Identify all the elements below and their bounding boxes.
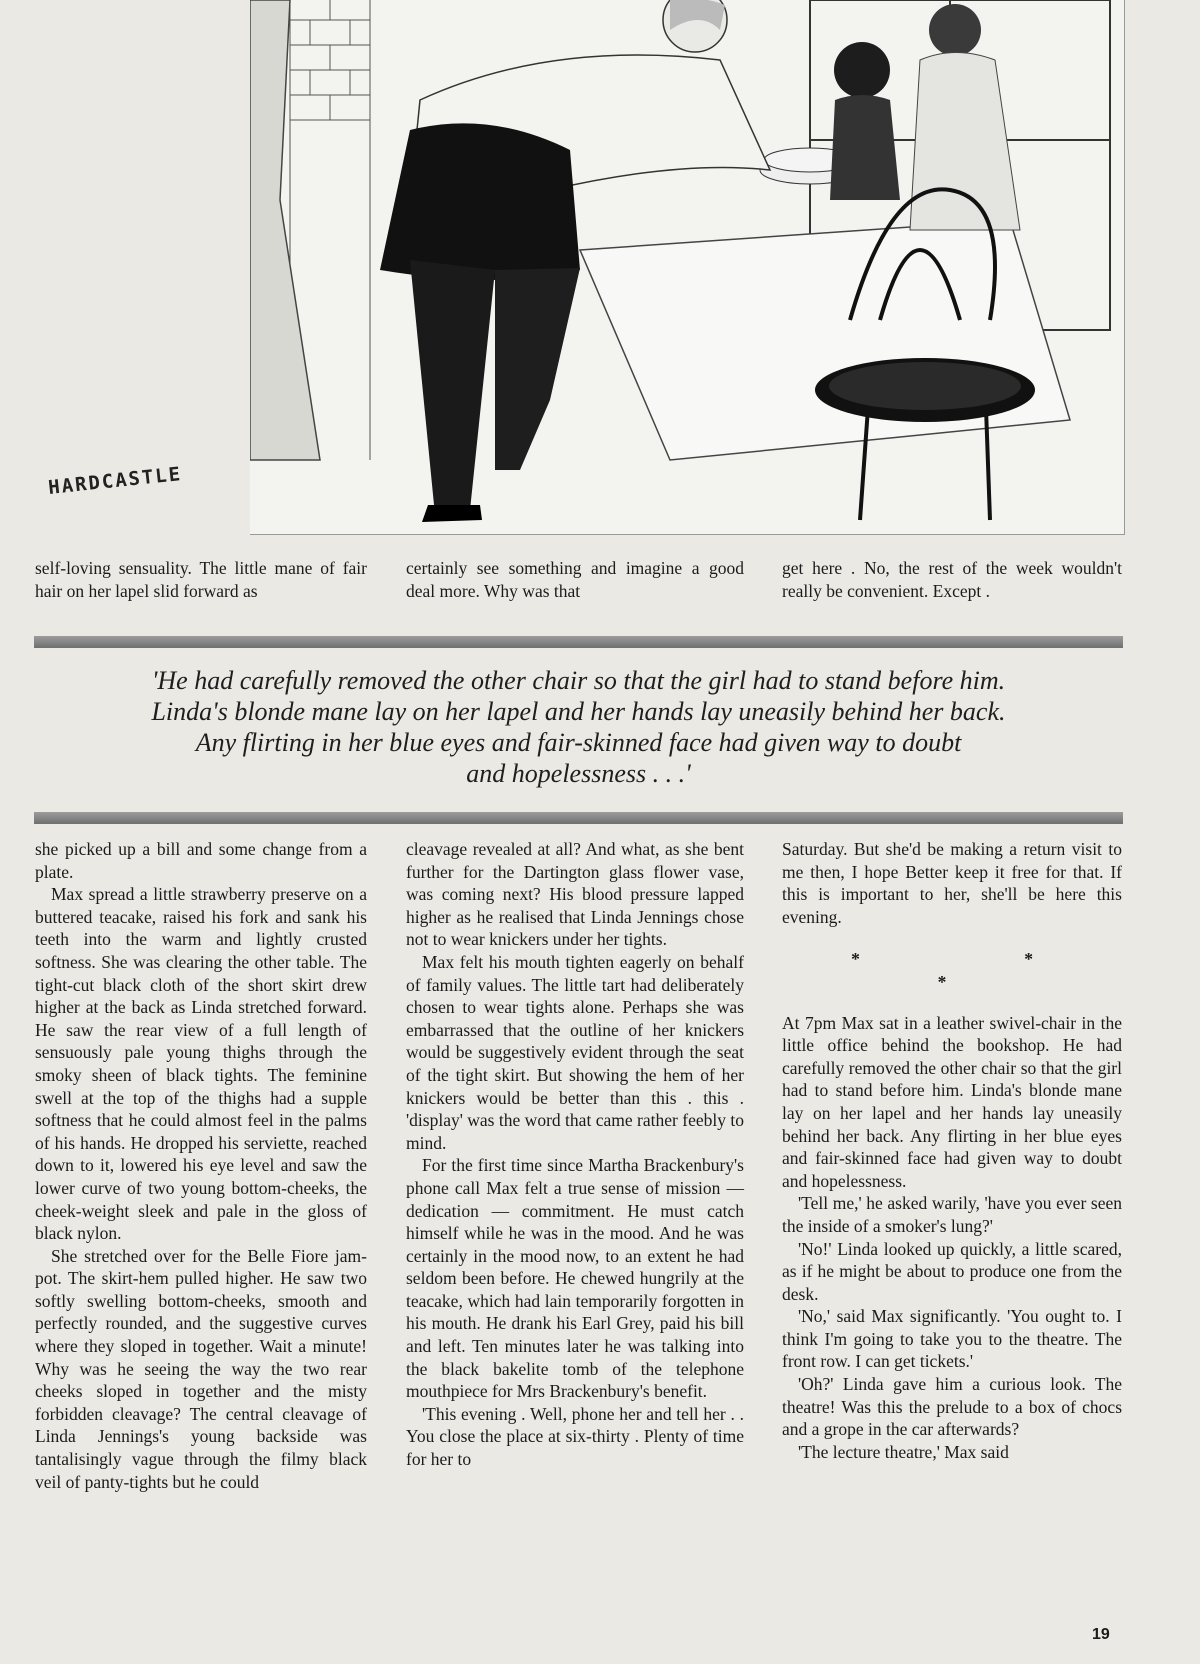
body-column-3: [782, 838, 1122, 1463]
paragraph: certainly see something and imagine a good deal more. Why was that: [406, 558, 744, 601]
paragraph: 'No!' Linda looked up quickly, a little scared, as if he might be about to produce one from the desk.: [782, 1238, 1122, 1304]
paragraph: At 7pm Max sat in a leather swivel-chair in the little office behind the bookshop. He had carefully removed the other chair so that the girl had to stand before him. Linda's blonde mane lay on her lapel and her hands lay uneasily behind her back. Any flirting in her blue eyes and fair-skinned face had given way to doubt and hopelessness.: [782, 1012, 1122, 1191]
pull-quote-line: Linda's blonde mane lay on her lapel and her hands lay uneasily behind her back.: [151, 697, 1006, 726]
section-break: * * *: [851, 949, 1113, 992]
pull-quote-line: 'He had carefully removed the other chair so that the girl had to stand before him.: [151, 666, 1006, 695]
paragraph: she picked up a bill and some change from a plate.: [35, 839, 367, 882]
paragraph: 'Oh?' Linda gave him a curious look. The theatre! Was this the prelude to a box of chocs and a grope in the car afterwards?: [782, 1374, 1122, 1440]
paragraph: She stretched over for the Belle Fiore jam-pot. The skirt-hem pulled higher. He saw two softly swelling bottom-cheeks, smooth and perfectly rounded, and the suggestive curves where they sloped in together. Wait a minute! Why was he seeing the way the two rear cheeks sloped in together and the misty forbidden cleavage? The central cleavage of Linda Jennings's young backside was tantalisingly vague through the filmy black veil of panty-tights but he could: [35, 1245, 367, 1492]
paragraph: cleavage revealed at all? And what, as she bent further for the Dartington glass flower vase, was coming next? His blood pressure lapped higher as he realised that Linda Jennings chose not to wear knickers under her tights.: [406, 839, 744, 950]
top-column-2: [406, 557, 744, 602]
paragraph: 'This evening . Well, phone her and tell her . . You close the place at six-thirty . Plenty of time for her to: [406, 1403, 744, 1470]
paragraph: get here . No, the rest of the week wouldn't really be convenient. Except .: [782, 558, 1122, 601]
paragraph: 'The lecture theatre,' Max said: [798, 1441, 1009, 1462]
paragraph: Max spread a little strawberry preserve on a buttered teacake, raised his fork and sank his teeth into the warm and lightly crusted softness. She was clearing the other table. The tight-cut black cloth of the short skirt drew higher at the back as Linda stretched forward. He saw the rear view of a full length of sensuously pale young thighs through the smoky sheen of black tights. The feminine swell at the top of the thighs had a supple softness that he could almost feel in the palms of his hands. He dropped his serviette, reached down to it, lowered his eye level and saw the lower curve of two young bottom-cheeks, the cheek-weight sleek and pale in the gloss of black nylon.: [35, 884, 367, 1244]
paragraph: 'No,' said Max significantly. 'You ought to. I think I'm going to take you to the theatre. The front row. I can get tickets.': [782, 1306, 1122, 1372]
paragraph: For the first time since Martha Brackenbury's phone call Max felt a true sense of mission — dedication — commitment. He must catch himself while he was in the mood. And he was certainly in the mood now, to an extent he had seldom been before. He chewed hungrily at the teacake, which had lain temporarily forgotten in his mouth. He drank his Earl Grey, paid his bill and left. Ten minutes later he was talking into the black bakelite tomb of the telephone mouthpiece for Mrs Brackenbury's benefit.: [406, 1155, 744, 1402]
top-column-1: [35, 557, 367, 602]
pull-quote-top-rule: [34, 636, 1123, 648]
paragraph: Max felt his mouth tighten eagerly on behalf of family values. The little tart had deliberately chosen to wear tights alone. Perhaps she was embarrassed that the outline of her knickers would be suggestively evident through the seat of the tight skirt. But showing the hem of her knickers would be better than this . this . 'display' was the word that came rather feebly to mind.: [406, 951, 744, 1153]
cafe-scene-illustration: [250, 0, 1124, 534]
pull-quote: [34, 665, 1123, 789]
body-column-2: [406, 838, 744, 1471]
illustration: [250, 0, 1125, 535]
top-column-3: [782, 557, 1122, 602]
pull-quote-line: and hopelessness . . .': [466, 759, 691, 788]
paragraph: 'Tell me,' he asked warily, 'have you ever seen the inside of a smoker's lung?': [782, 1193, 1122, 1236]
body-column-1: [35, 838, 367, 1493]
paragraph: Saturday. But she'd be making a return visit to me then, I hope Better keep it free for that. If this is important to her, she'll be here this evening.: [782, 839, 1122, 927]
artist-signature: HARDCASTLE: [47, 463, 184, 499]
pull-quote-bottom-rule: [34, 812, 1123, 824]
pull-quote-line: Any flirting in her blue eyes and fair-skinned face had given way to doubt: [195, 728, 962, 757]
paragraph: self-loving sensuality. The little mane of fair hair on her lapel slid forward as: [35, 558, 367, 601]
page-number: 19: [1092, 1626, 1110, 1643]
